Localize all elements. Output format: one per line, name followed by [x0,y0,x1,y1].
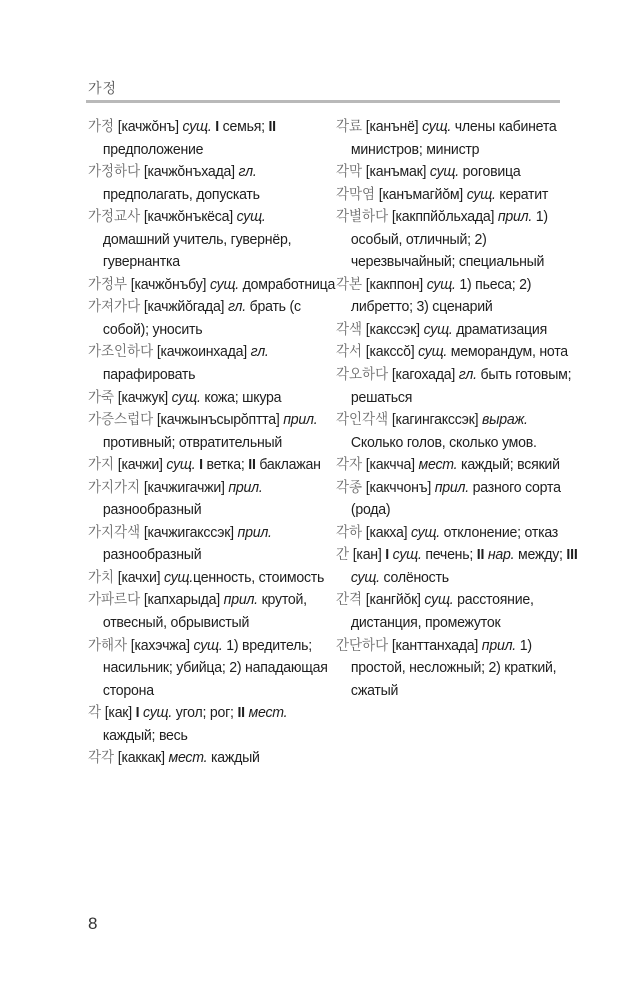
definition-text: предполагать, допускать [102,185,260,203]
sense-numeral: II [476,546,485,564]
headword: 각색 [336,321,363,338]
headword: 각본 [336,276,363,293]
definition-text: [капхарыда] [143,591,224,609]
part-of-speech: сущ. [410,523,440,541]
definition-text: [как] [104,704,136,722]
definition-text: [какчча] [365,456,419,474]
part-of-speech: прил. [283,411,318,429]
definition-text: ветка; [202,456,249,474]
definition-text: домработница [238,275,336,293]
definition-text: [качжигачжи] [143,478,229,496]
dictionary-entry [88,635,335,703]
definition-text: [какха] [365,523,411,541]
headword: 가정부 [88,276,128,293]
headword: 각오하다 [336,367,389,384]
part-of-speech: прил. [497,208,533,226]
headword: 가지 [88,457,115,474]
left-column [88,116,336,770]
definition-text: [качхи] [117,568,165,586]
sense-numeral: III [566,546,578,564]
headword: 가죽 [88,389,115,406]
headword: 간단하다 [336,637,389,654]
definition-text: [канъмагйŏм] [378,185,467,203]
dictionary-entry [336,454,583,477]
dictionary-entry [336,116,583,161]
sense-numeral: I [135,704,140,722]
part-of-speech: сущ. [429,163,459,181]
part-of-speech: сущ. [166,456,196,474]
definition-text: разного сорта (рода) [350,478,561,519]
headword: 각료 [336,119,363,135]
definition-text: каждый; всякий [457,456,560,474]
headword: 각 [88,705,102,722]
part-of-speech: сущ. [193,636,223,654]
headword: 간 [336,547,350,564]
definition-text: 1) простой, несложный; 2) краткий, сжатый [350,636,557,699]
part-of-speech: гл. [250,343,269,361]
dictionary-entry [88,589,335,634]
dictionary-entry [88,274,335,297]
dictionary-entry [336,161,583,184]
definition-text: [качжŏнъхада] [143,163,239,181]
definition-text: брать (с собой); уносить [102,298,301,338]
header-rule [86,100,560,103]
definition-text: [какппйŏльхада] [391,208,498,226]
running-head: 가정 [88,81,118,97]
definition-text: разнообразный [102,501,202,519]
definition-text: противный; отвратительный [102,433,283,451]
part-of-speech: сущ. [143,704,173,722]
dictionary-entry [88,747,335,770]
sense-numeral: I [199,456,203,474]
part-of-speech: сущ. [392,546,422,564]
part-of-speech: сущ. [422,118,452,135]
definition-text: Сколько голов, сколько умов. [350,433,537,451]
headword: 가조인하다 [88,344,154,361]
definition-text: [кангйŏк] [365,591,425,609]
dictionary-entry [336,274,583,319]
dictionary-entry [336,319,583,342]
part-of-speech: сущ. [424,591,454,609]
part-of-speech: сущ. [423,320,453,338]
part-of-speech: гл. [227,298,246,316]
definition-text: [какссэк] [365,320,424,338]
headword: 가증스럽다 [88,412,154,429]
part-of-speech: прил. [481,636,516,654]
definition-text: каждый; весь [102,726,188,744]
headword: 가져가다 [88,299,141,316]
headword: 각막염 [336,186,376,203]
dictionary-entry [336,635,583,703]
headword: 가정 [88,119,115,135]
sense-numeral: II [237,704,245,722]
dictionary-entry [336,522,583,545]
dictionary-entry [88,522,335,567]
sense-numeral: II [248,456,256,474]
definition-text: меморандум, нота [447,343,568,361]
dictionary-entry [88,454,335,477]
part-of-speech: мест. [418,456,458,474]
headword: 각종 [336,479,363,496]
right-column [336,116,578,702]
dictionary-entry [336,184,583,207]
definition-text: 1) пьеса; 2) либретто; 3) сценарий [350,275,532,316]
dictionary-entry [336,364,583,409]
headword: 가파르다 [88,592,141,609]
definition-text: парафировать [102,366,196,384]
definition-text: ценность, стоимость [193,568,325,586]
definition-text: угол; рог; [172,704,238,722]
dictionary-entry [336,409,583,454]
part-of-speech: прил. [237,523,272,541]
dictionary-entry [88,116,335,161]
definition-text: [качжынъсырŏптта] [156,411,284,429]
definition-text: [кан] [352,546,386,564]
dictionary-entry [88,387,335,410]
headword: 가해자 [88,637,128,654]
definition-text: между; [514,546,567,564]
headword: 각자 [336,457,363,474]
dictionary-entry [88,702,335,747]
definition-text: домашний учитель, гувернёр, гувернантка [102,230,292,271]
page-number: 8 [88,914,98,933]
definition-text: кожа; шкура [200,388,282,406]
part-of-speech: сущ. [209,275,239,293]
headword: 각서 [336,344,363,361]
part-of-speech: сущ. [418,343,448,361]
headword: 각하 [336,524,363,541]
definition-text: [какссŏ] [365,343,419,361]
part-of-speech: гл. [238,163,257,181]
definition-text: [качжŏнъ] [117,118,183,135]
part-of-speech: прил. [228,478,263,496]
dictionary-entry [336,544,583,589]
part-of-speech: прил. [434,478,469,496]
part-of-speech: сущ. [466,185,496,203]
definition-text: [качжук] [117,388,172,406]
headword: 각별하다 [336,209,389,226]
part-of-speech: мест. [168,749,208,767]
dictionary-entry [336,477,583,522]
dictionary-entry [88,206,335,274]
dictionary-entry [336,206,583,274]
part-of-speech: сущ. [171,388,201,406]
definition-text: солёность [379,568,449,586]
definition-text: [канттанхада] [391,636,482,654]
headword: 가지가지 [88,479,141,496]
dictionary-entry [88,567,335,590]
part-of-speech: сущ. [182,118,212,135]
definition-text: 1) особый, отличный; 2) черезвычайный; специальный [350,208,548,271]
dictionary-entry [88,477,335,522]
part-of-speech: прил. [223,591,258,609]
definition-text: [канънё] [365,118,423,135]
sense-numeral: I [215,118,219,135]
definition-text: члены кабинета министров; министр [350,118,557,158]
sense-numeral: II [268,118,276,135]
definition-text: [какппон] [365,275,427,293]
headword: 각막 [336,164,363,181]
definition-text: кератит [495,185,549,203]
definition-text: [качжи] [117,456,167,474]
definition-text: [каккак] [117,749,169,767]
definition-text: печень; [421,546,477,564]
part-of-speech: сущ. [426,275,456,293]
headword: 가지각색 [88,524,141,541]
definition-text: расстояние, дистанция, промежуток [350,591,534,632]
headword: 가정하다 [88,164,141,181]
definition-text: каждый [207,749,260,767]
definition-text: баклажан [255,456,321,474]
definition-text: крутой, отвесный, обрывистый [102,591,307,632]
definition-text: драматизация [452,320,547,338]
headword: 간격 [336,592,363,609]
part-of-speech: сущ. [236,208,266,226]
dictionary-entry [336,341,583,364]
definition-text: [кагингакссэк] [391,411,482,429]
definition-text: отклонение; отказ [439,523,559,541]
definition-text: разнообразный [102,546,202,564]
definition-text: [какччонъ] [365,478,435,496]
part-of-speech: сущ. [350,568,380,586]
definition-text: роговица [458,163,521,181]
definition-text: [качжоинхада] [156,343,251,361]
dictionary-entry [88,341,335,386]
headword: 각인각색 [336,412,389,429]
dictionary-entry [336,589,583,634]
definition-text: [кагохада] [391,366,459,384]
definition-text: [канъмак] [365,163,430,181]
dictionary-entry [88,409,335,454]
part-of-speech: выраж. [481,411,528,429]
definition-text: [качжŏнъбу] [130,275,210,293]
part-of-speech: мест. [248,704,288,722]
part-of-speech: нар. [487,546,515,564]
definition-text: семья; [218,118,269,135]
definition-text: [качжŏнъкёса] [143,208,237,226]
headword: 가정교사 [88,209,141,226]
definition-text: [качжигакссэк] [143,523,238,541]
definition-text: [кахэчжа] [130,636,194,654]
definition-text: предположение [102,140,204,158]
headword: 각각 [88,750,115,767]
dictionary-entry [88,296,335,341]
headword: 가치 [88,569,115,586]
definition-text: [качжйŏгада] [143,298,228,316]
sense-numeral: I [385,546,389,564]
part-of-speech: гл. [458,366,477,384]
part-of-speech: сущ. [164,568,194,586]
definition-text: 1) вредитель; насильник; убийца; 2) нападающая сторона [102,636,328,699]
definition-text: быть готовым; решаться [350,366,572,406]
dictionary-entry [88,161,335,206]
